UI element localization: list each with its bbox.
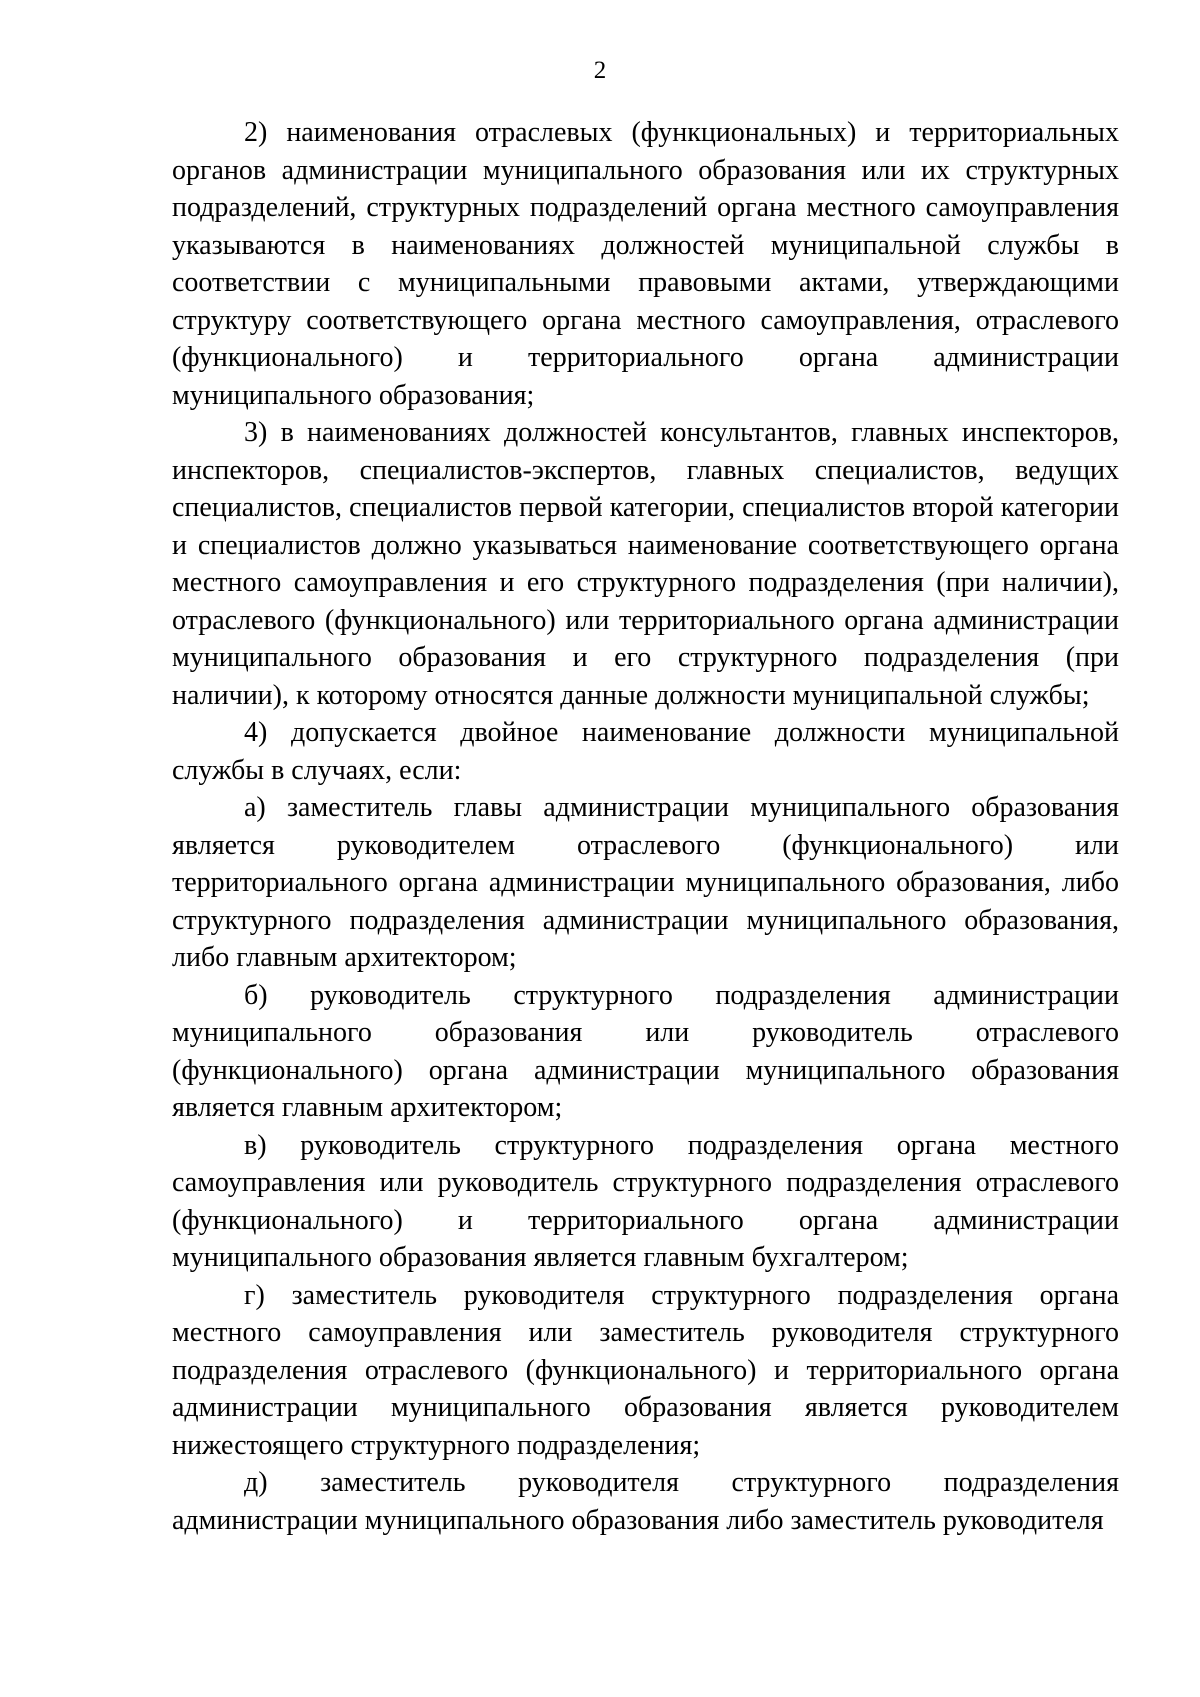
- paragraph-subitem-g: г) заместитель руководителя структурного подразделения органа местного самоуправления или заместитель руководителя структурного подразделения отраслевого (функционального) и территориального органа администрации муниципального образования является руководителем нижестоящего структурного подразделения;: [172, 1279, 1119, 1461]
- paragraph-subitem-v: в) руководитель структурного подразделения органа местного самоуправления или руководитель структурного подразделения отраслевого (функционального) и территориального органа администрации муниципального образования является главным бухгалтером;: [172, 1129, 1119, 1273]
- paragraph-item-4: 4) допускается двойное наименование должности муниципальной службы в случаях, если:: [172, 717, 1119, 786]
- paragraph-item-3: 3) в наименованиях должностей консультантов, главных инспекторов, инспекторов, специалистов-экспертов, главных специалистов, ведущих специалистов, специалистов первой категории, специалистов второй категории и специалистов должно указываться наименование соответствующего органа местного самоуправления и его структурного подразделения (при наличии), отраслевого (функционального) или территориального органа администрации муниципального образования и его структурного подразделения (при наличии), к которому относятся данные должности муниципальной службы;: [172, 417, 1119, 711]
- document-body: [172, 114, 1119, 1539]
- page-number: 2: [593, 57, 607, 84]
- paragraph-subitem-d: д) заместитель руководителя структурного подразделения администрации муниципального образования либо заместитель руководителя: [172, 1467, 1119, 1536]
- paragraph-subitem-b: б) руководитель структурного подразделения администрации муниципального образования или руководитель отраслевого (функционального) органа администрации муниципального образования является главным архитектором;: [172, 979, 1119, 1123]
- paragraph-item-2: 2) наименования отраслевых (функциональных) и территориальных органов администрации муниципального образования или их структурных подразделений, структурных подразделений органа местного самоуправления указываются в наименованиях должностей муниципальной службы в соответствии с муниципальными правовыми актами, утверждающими структуру соответствующего органа местного самоуправления, отраслевого (функционального) и территориального органа администрации муниципального образования;: [172, 117, 1119, 411]
- paragraph-subitem-a: а) заместитель главы администрации муниципального образования является руководителем отраслевого (функционального) или территориального органа администрации муниципального образования, либо структурного подразделения администрации муниципального образования, либо главным архитектором;: [172, 792, 1119, 973]
